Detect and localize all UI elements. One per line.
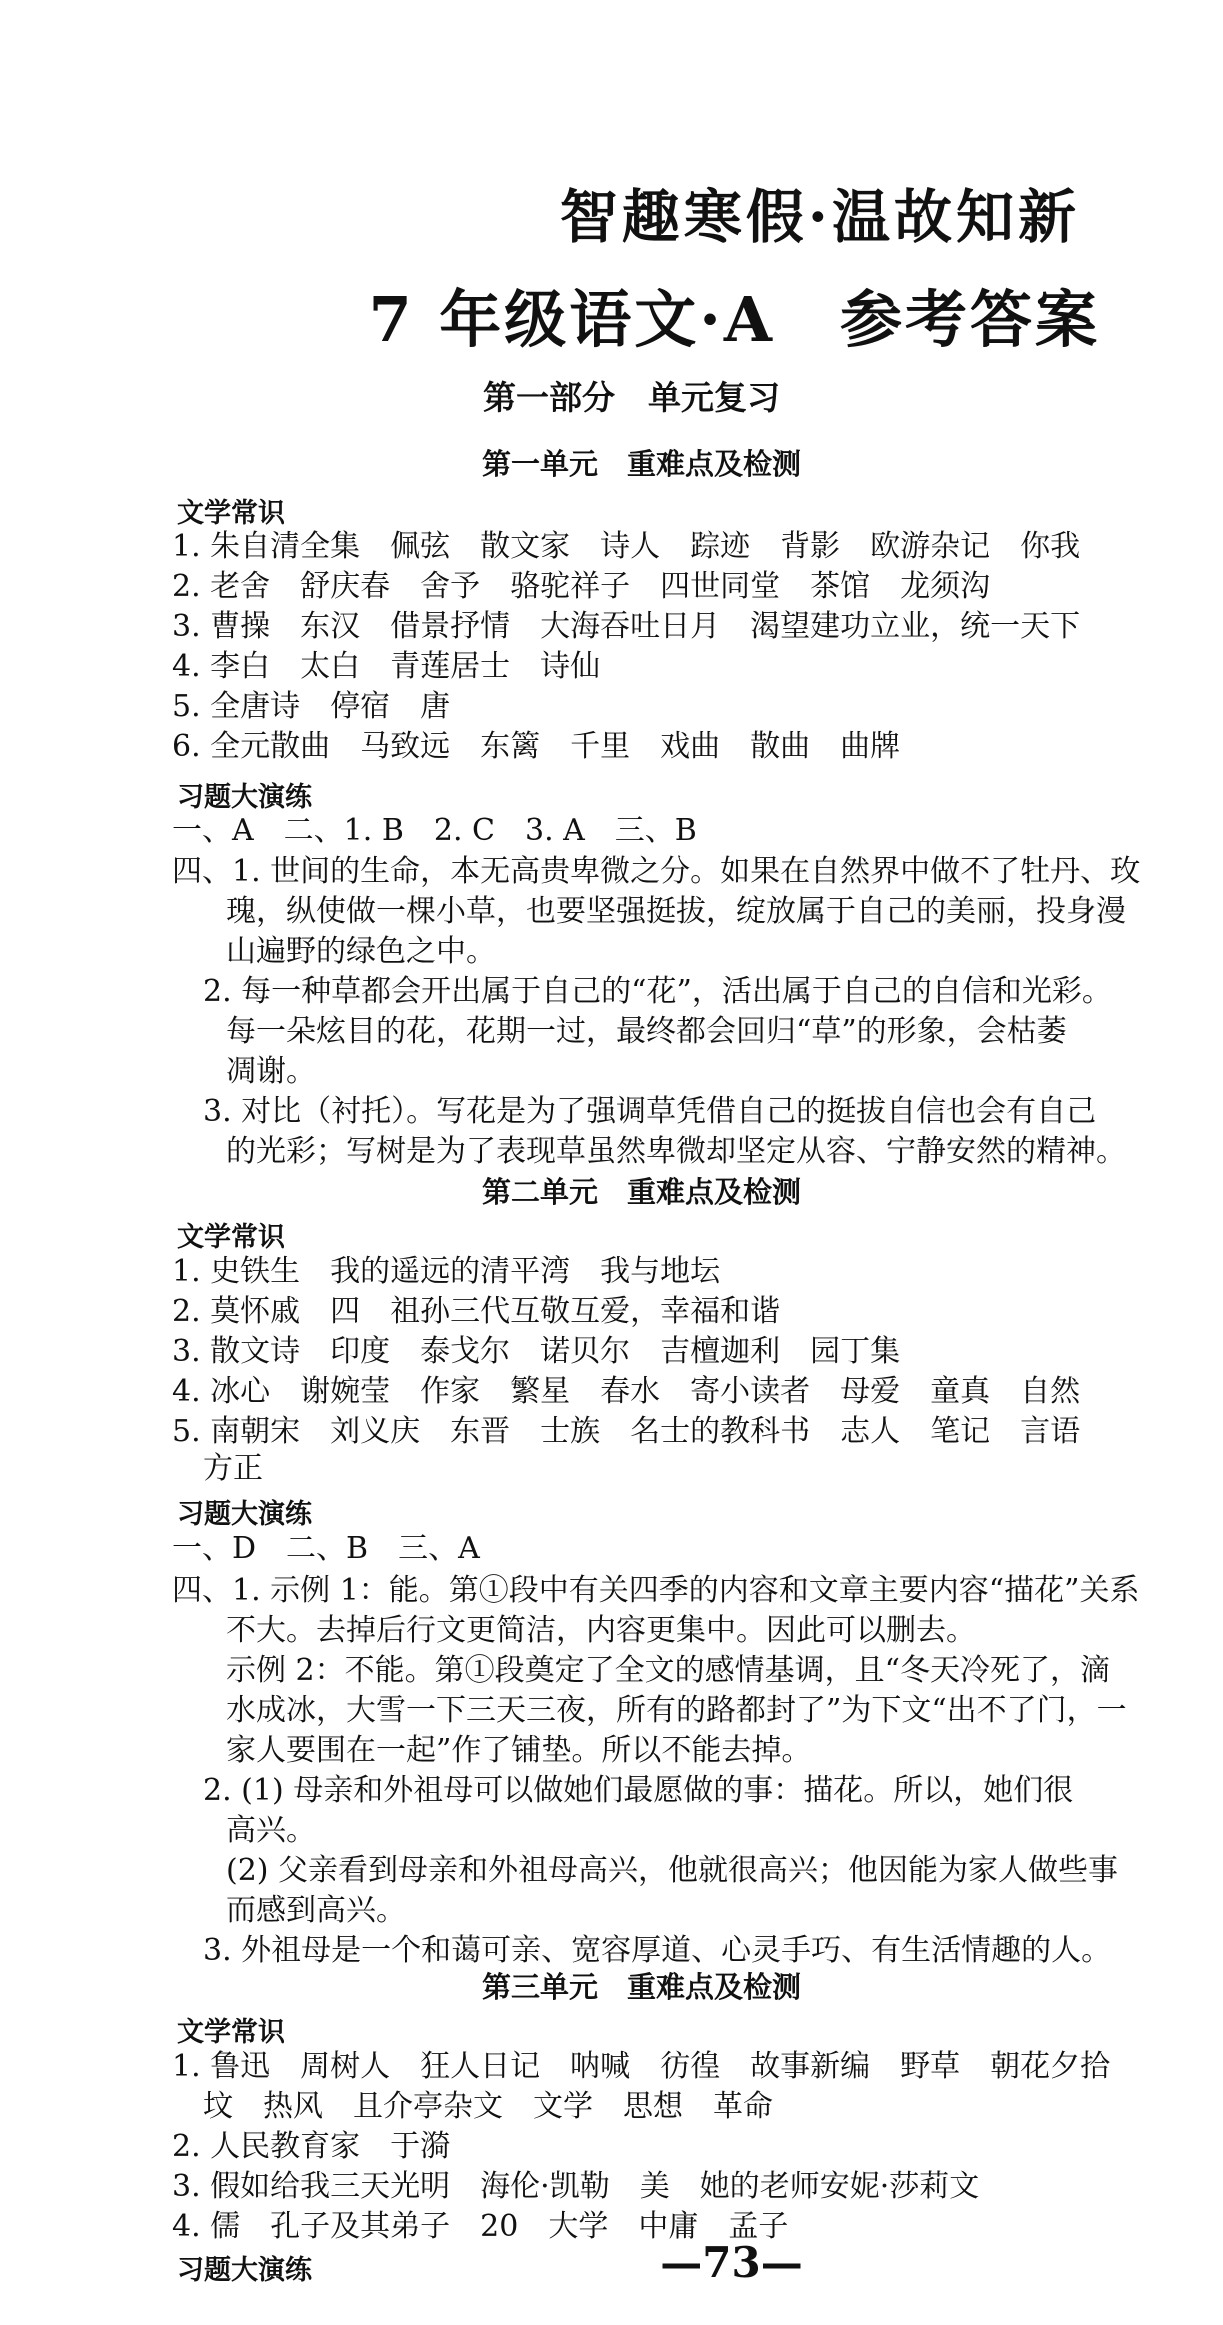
unit2-literary-line: 2. 莫怀戚 四 祖孙三代互敬互爱，幸福和谐 (172, 1294, 781, 1329)
unit3-literary-line: 1. 鲁迅 周树人 狂人日记 呐喊 彷徨 故事新编 野草 朝花夕拾 (172, 2049, 1111, 2084)
unit1-literary-line: 2. 老舍 舒庆春 舍予 骆驼祥子 四世同堂 茶馆 龙须沟 (172, 569, 991, 604)
unit3-literary-line: 3. 假如给我三天光明 海伦·凯勒 美 她的老师安妮·莎莉文 (172, 2169, 980, 2204)
unit1-answer-line: 山遍野的绿色之中。 (226, 934, 496, 969)
unit1-answer-line: 每一朵炫目的花，花期一过，最终都会回归“草”的形象，会枯萎 (226, 1014, 1067, 1049)
unit2-title: 第二单元 重难点及检测 (481, 1175, 801, 1209)
unit1-literary-line: 4. 李白 太白 青莲居士 诗仙 (172, 649, 601, 684)
unit2-answer-line: (2) 父亲看到母亲和外祖母高兴，他就很高兴；他因能为家人做些事 (226, 1853, 1119, 1888)
unit1-exercise-heading: 习题大演练 (177, 782, 312, 813)
unit1-answer-line: 的光彩；写树是为了表现草虽然卑微却坚定从容、宁静安然的精神。 (226, 1134, 1126, 1169)
unit1-answer-line: 一、A 二、1. B 2. C 3. A 三、B (172, 813, 697, 848)
unit1-literary-line: 3. 曹操 东汉 借景抒情 大海吞吐日月 渴望建功立业，统一天下 (172, 609, 1081, 644)
unit2-answer-line: 2. (1) 母亲和外祖母可以做她们最愿做的事：描花。所以，她们很 (203, 1773, 1074, 1808)
book-title: 7 年级语文·A 参考答案 (368, 283, 1100, 356)
unit1-title: 第一单元 重难点及检测 (481, 447, 801, 481)
unit2-literary-line: 3. 散文诗 印度 泰戈尔 诺贝尔 吉檀迦利 园丁集 (172, 1334, 901, 1369)
unit3-literary-line: 4. 儒 孔子及其弟子 20 大学 中庸 孟子 (172, 2209, 789, 2244)
unit2-answer-line: 3. 外祖母是一个和蔼可亲、宽容厚道、心灵手巧、有生活情趣的人。 (203, 1933, 1112, 1968)
unit2-answer-line: 高兴。 (226, 1813, 316, 1848)
unit1-answer-line: 2. 每一种草都会开出属于自己的“花”，活出属于自己的自信和光彩。 (203, 974, 1112, 1009)
unit3-title: 第三单元 重难点及检测 (481, 1970, 801, 2004)
unit2-answer-line: 不大。去掉后行文更简洁，内容更集中。因此可以删去。 (226, 1613, 976, 1648)
unit3-literary-heading: 文学常识 (177, 2017, 285, 2048)
unit2-literary-line: 5. 南朝宋 刘义庆 东晋 士族 名士的教科书 志人 笔记 言语 (172, 1414, 1081, 1449)
unit1-literary-heading: 文学常识 (177, 498, 285, 529)
unit3-exercise-heading: 习题大演练 (177, 2255, 312, 2286)
unit2-answer-line: 水成冰，大雪一下三天三夜，所有的路都封了”为下文“出不了门，一 (226, 1693, 1127, 1728)
unit1-answer-line: 瑰，纵使做一棵小草，也要坚强挺拔，绽放属于自己的美丽，投身漫 (226, 894, 1126, 929)
part-title: 第一部分 单元复习 (483, 378, 780, 417)
unit1-literary-line: 1. 朱自清全集 佩弦 散文家 诗人 踪迹 背影 欧游杂记 你我 (172, 529, 1081, 564)
unit2-answer-line: 四、1. 示例 1：能。第①段中有关四季的内容和文章主要内容“描花”关系 (172, 1573, 1140, 1608)
unit1-literary-line: 6. 全元散曲 马致远 东篱 千里 戏曲 散曲 曲牌 (172, 729, 901, 764)
unit2-answer-line: 示例 2：不能。第①段奠定了全文的感情基调，且“冬天冷死了，滴 (226, 1653, 1110, 1688)
unit3-literary-line: 2. 人民教育家 于漪 (172, 2129, 451, 2164)
unit1-answer-line: 凋谢。 (226, 1054, 316, 1089)
unit1-answer-line: 四、1. 世间的生命，本无高贵卑微之分。如果在自然界中做不了牡丹、玫 (172, 854, 1141, 889)
unit2-literary-line: 1. 史铁生 我的遥远的清平湾 我与地坛 (172, 1254, 721, 1289)
series-title: 智趣寒假·温故知新 (559, 183, 1080, 251)
unit2-exercise-heading: 习题大演练 (177, 1499, 312, 1530)
unit1-literary-line: 5. 全唐诗 停宿 唐 (172, 689, 451, 724)
page-number: —73— (660, 2238, 803, 2287)
unit2-answer-line: 家人要围在一起”作了铺垫。所以不能去掉。 (226, 1733, 812, 1768)
unit2-answer-line: 而感到高兴。 (226, 1893, 406, 1928)
unit2-answer-line: 一、D 二、B 三、A (172, 1531, 480, 1566)
unit1-answer-line: 3. 对比（衬托）。写花是为了强调草凭借自己的挺拔自信也会有自己 (203, 1094, 1097, 1129)
unit3-literary-line: 坟 热风 且介亭杂文 文学 思想 革命 (203, 2089, 773, 2124)
unit2-literary-line: 方正 (203, 1451, 263, 1486)
unit2-literary-heading: 文学常识 (177, 1222, 285, 1253)
unit2-literary-line: 4. 冰心 谢婉莹 作家 繁星 春水 寄小读者 母爱 童真 自然 (172, 1374, 1081, 1409)
